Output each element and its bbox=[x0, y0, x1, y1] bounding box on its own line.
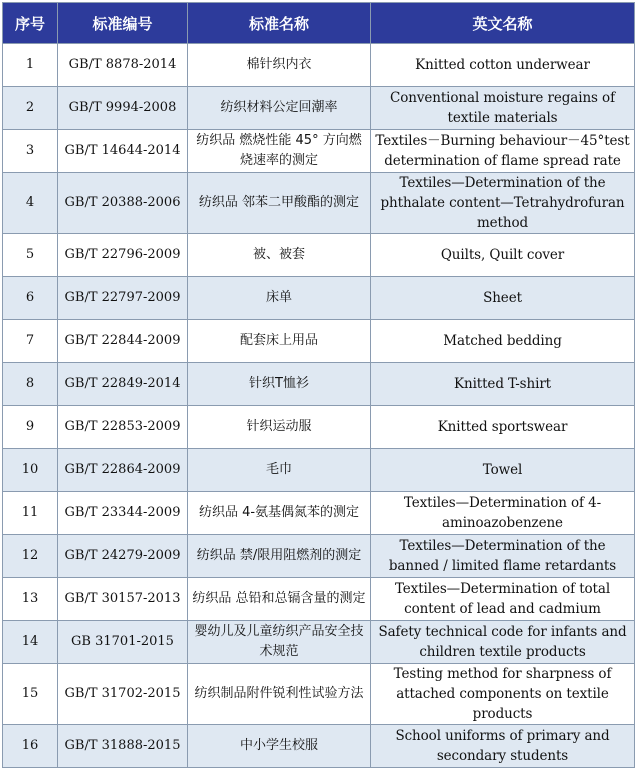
row-no: 1 bbox=[3, 44, 58, 87]
table-row bbox=[3, 130, 635, 173]
row-en: Conventional moisture regains of textile materials bbox=[371, 87, 635, 130]
table-row bbox=[3, 725, 635, 768]
row-name: 纺织材料公定回潮率 bbox=[188, 87, 371, 130]
row-en: Textiles—Determination of the banned / limited flame retardants bbox=[371, 535, 635, 578]
row-en: Towel bbox=[371, 449, 635, 492]
row-en: School uniforms of primary and secondary students bbox=[371, 725, 635, 768]
row-no: 2 bbox=[3, 87, 58, 130]
table-row bbox=[3, 234, 635, 277]
row-en: Knitted cotton underwear bbox=[371, 44, 635, 87]
header-en: 英文名称 bbox=[371, 3, 635, 44]
row-name: 配套床上用品 bbox=[188, 320, 371, 363]
standards-table-container bbox=[2, 2, 634, 768]
row-en: Textiles—Determination of the phthalate content—Tetrahydrofuran method bbox=[371, 173, 635, 234]
table-row bbox=[3, 363, 635, 406]
table-row bbox=[3, 578, 635, 621]
row-name: 被、被套 bbox=[188, 234, 371, 277]
row-no: 14 bbox=[3, 621, 58, 664]
row-code: GB/T 8878-2014 bbox=[58, 44, 188, 87]
row-en: Textiles－Burning behaviour－45°test determination of flame spread rate bbox=[371, 130, 635, 173]
row-en: Matched bedding bbox=[371, 320, 635, 363]
table-row bbox=[3, 406, 635, 449]
row-code: GB/T 23344-2009 bbox=[58, 492, 188, 535]
row-no: 5 bbox=[3, 234, 58, 277]
row-en: Textiles—Determination of 4-aminoazobenzene bbox=[371, 492, 635, 535]
table-row bbox=[3, 664, 635, 725]
row-no: 16 bbox=[3, 725, 58, 768]
row-code: GB/T 24279-2009 bbox=[58, 535, 188, 578]
table-row bbox=[3, 535, 635, 578]
table-row bbox=[3, 492, 635, 535]
row-code: GB/T 31888-2015 bbox=[58, 725, 188, 768]
table-row bbox=[3, 44, 635, 87]
row-code: GB/T 9994-2008 bbox=[58, 87, 188, 130]
row-no: 3 bbox=[3, 130, 58, 173]
row-no: 8 bbox=[3, 363, 58, 406]
row-name: 纺织制品附件锐利性试验方法 bbox=[188, 664, 371, 725]
row-name: 纺织品 禁/限用阻燃剂的测定 bbox=[188, 535, 371, 578]
row-name: 毛巾 bbox=[188, 449, 371, 492]
row-en: Knitted sportswear bbox=[371, 406, 635, 449]
row-en: Knitted T-shirt bbox=[371, 363, 635, 406]
row-en: Textiles—Determination of total content of lead and cadmium bbox=[371, 578, 635, 621]
row-no: 6 bbox=[3, 277, 58, 320]
row-no: 11 bbox=[3, 492, 58, 535]
row-no: 4 bbox=[3, 173, 58, 234]
row-code: GB/T 14644-2014 bbox=[58, 130, 188, 173]
standards-table bbox=[2, 2, 635, 768]
row-no: 12 bbox=[3, 535, 58, 578]
table-header-row bbox=[3, 3, 635, 44]
table-row bbox=[3, 277, 635, 320]
row-name: 中小学生校服 bbox=[188, 725, 371, 768]
row-code: GB/T 31702-2015 bbox=[58, 664, 188, 725]
row-no: 13 bbox=[3, 578, 58, 621]
row-en: Sheet bbox=[371, 277, 635, 320]
row-en: Safety technical code for infants and children textile products bbox=[371, 621, 635, 664]
row-code: GB/T 22853-2009 bbox=[58, 406, 188, 449]
table-row bbox=[3, 320, 635, 363]
row-code: GB 31701-2015 bbox=[58, 621, 188, 664]
row-name: 纺织品 燃烧性能 45° 方向燃烧速率的测定 bbox=[188, 130, 371, 173]
row-code: GB/T 22797-2009 bbox=[58, 277, 188, 320]
row-no: 9 bbox=[3, 406, 58, 449]
table-row bbox=[3, 621, 635, 664]
row-no: 15 bbox=[3, 664, 58, 725]
row-en: Quilts, Quilt cover bbox=[371, 234, 635, 277]
table-row bbox=[3, 87, 635, 130]
row-name: 纺织品 总铅和总镉含量的测定 bbox=[188, 578, 371, 621]
row-name: 纺织品 4-氨基偶氮苯的测定 bbox=[188, 492, 371, 535]
row-no: 10 bbox=[3, 449, 58, 492]
row-name: 针织T恤衫 bbox=[188, 363, 371, 406]
row-en: Testing method for sharpness of attached components on textile products bbox=[371, 664, 635, 725]
header-code: 标准编号 bbox=[58, 3, 188, 44]
row-code: GB/T 20388-2006 bbox=[58, 173, 188, 234]
table-row bbox=[3, 173, 635, 234]
row-code: GB/T 30157-2013 bbox=[58, 578, 188, 621]
row-name: 棉针织内衣 bbox=[188, 44, 371, 87]
row-name: 纺织品 邻苯二甲酸酯的测定 bbox=[188, 173, 371, 234]
header-no: 序号 bbox=[3, 3, 58, 44]
row-no: 7 bbox=[3, 320, 58, 363]
row-name: 婴幼儿及儿童纺织产品安全技术规范 bbox=[188, 621, 371, 664]
row-code: GB/T 22849-2014 bbox=[58, 363, 188, 406]
row-name: 床单 bbox=[188, 277, 371, 320]
row-code: GB/T 22796-2009 bbox=[58, 234, 188, 277]
table-row bbox=[3, 449, 635, 492]
row-code: GB/T 22864-2009 bbox=[58, 449, 188, 492]
row-name: 针织运动服 bbox=[188, 406, 371, 449]
header-name: 标准名称 bbox=[188, 3, 371, 44]
row-code: GB/T 22844-2009 bbox=[58, 320, 188, 363]
